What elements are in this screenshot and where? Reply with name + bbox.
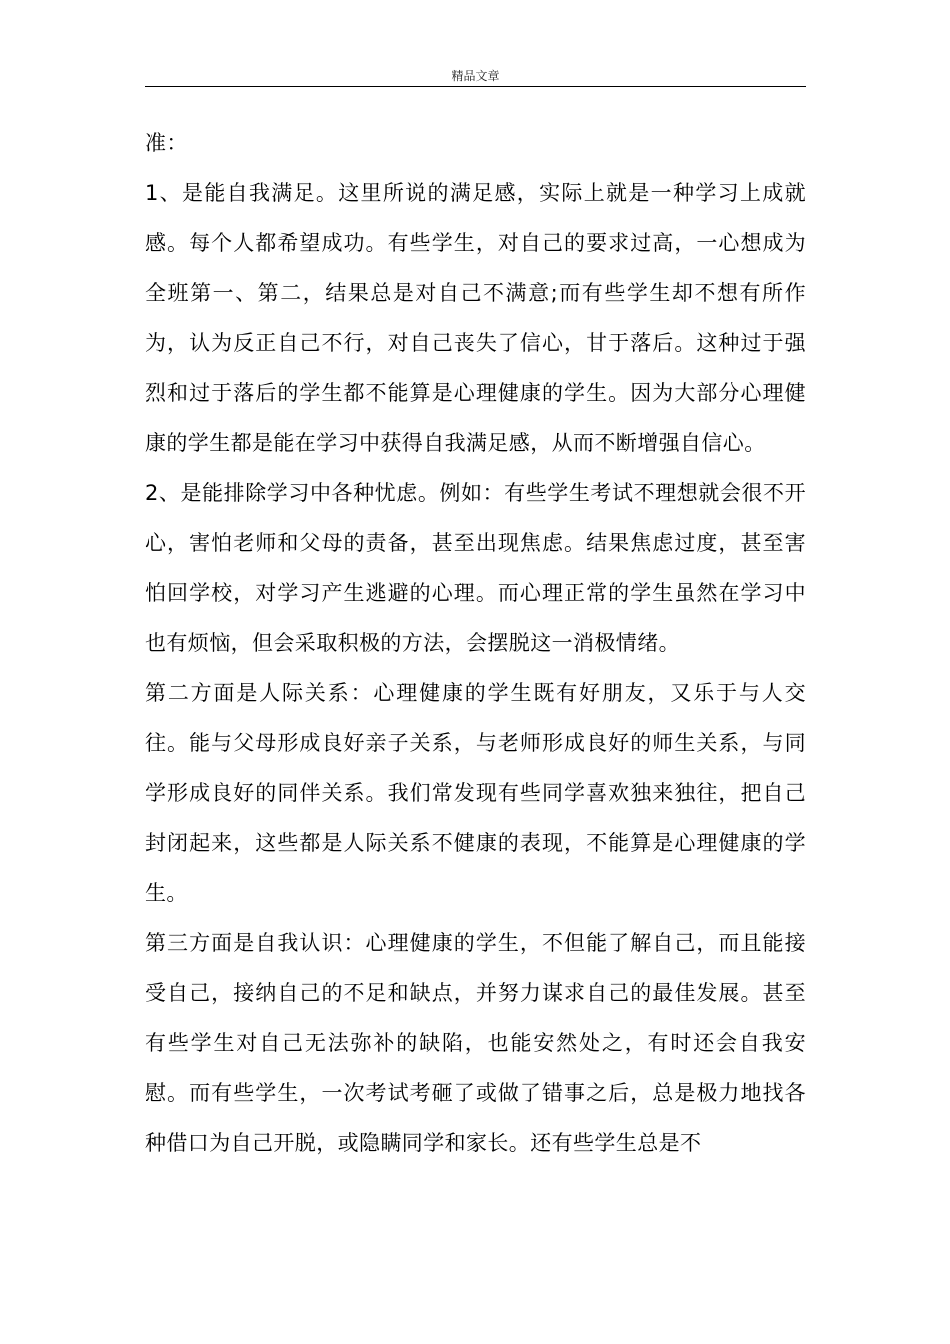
paragraph-interpersonal: 第二方面是人际关系：心理健康的学生既有好朋友，又乐于与人交往。能与父母形成良好亲子关系，与老师形成良好的师生关系，与同学形成良好的同伴关系。我们常发现有些同学喜欢独来独往，把自己封闭起来，这些都是人际关系不健康的表现，不能算是心理健康的学生。 (145, 681, 806, 905)
paragraph-worry-removal: 2、是能排除学习中各种忧虑。例如：有些学生考试不理想就会很不开心，害怕老师和父母的责备，甚至出现焦虑。结果焦虑过度，甚至害怕回学校，对学习产生逃避的心理。而心理正常的学生虽然在学习中也有烦恼，但会采取积极的方法，会摆脱这一消极情绪。 (145, 481, 806, 655)
paragraph-intro: 准： (145, 131, 188, 155)
paragraph-self-awareness: 第三方面是自我认识：心理健康的学生，不但能了解自己，而且能接受自己，接纳自己的不足和缺点，并努力谋求自己的最佳发展。甚至有些学生对自己无法弥补的缺陷，也能安然处之，有时还会自我安慰。而有些学生，一次考试考砸了或做了错事之后，总是极力地找各种借口为自己开脱，或隐瞒同学和家长。还有些学生总是不 (145, 931, 806, 1155)
paragraph-self-satisfaction: 1、是能自我满足。这里所说的满足感，实际上就是一种学习上成就感。每个人都希望成功。有些学生，对自己的要求过高，一心想成为全班第一、第二，结果总是对自己不满意;而有些学生却不想有所作为，认为反正自己不行，对自己丧失了信心，甘于落后。这种过于强烈和过于落后的学生都不能算是心理健康的学生。因为大部分心理健康的学生都是能在学习中获得自我满足感，从而不断增强自信心。 (145, 181, 806, 455)
page-header: 精品文章 (145, 66, 806, 87)
document-body (145, 118, 806, 1168)
